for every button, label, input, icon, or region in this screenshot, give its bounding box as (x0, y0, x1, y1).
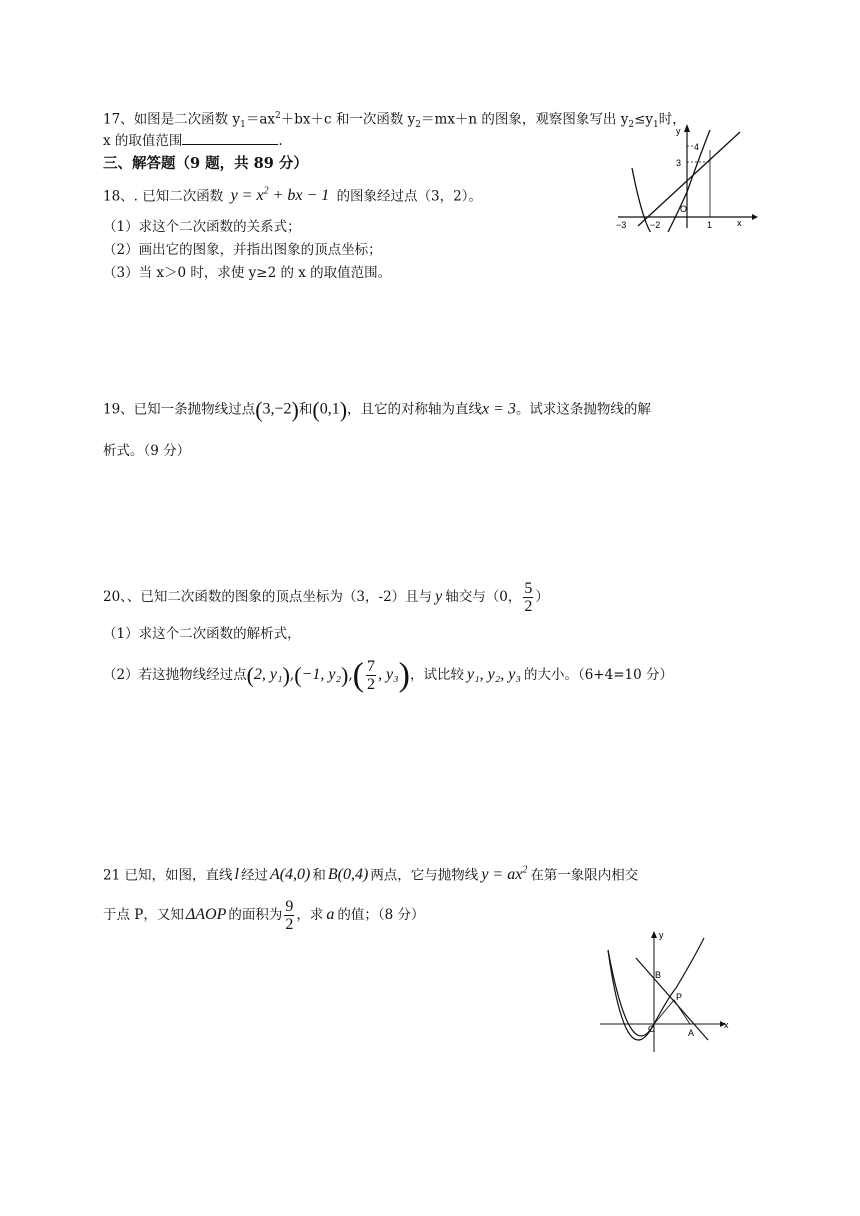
section-title: 三、解答题（9 题，共 89 分） (103, 155, 308, 172)
q21-line2: 于点 P，又知 ΔAOP 的面积为 $\frac{9}{2}$ ，求 a 的值；（8 分） (103, 898, 425, 933)
graph21-label-o: O (648, 1024, 656, 1034)
q17-line2: x 的取值范围 . (103, 133, 283, 149)
fraction-9-2: $\frac{9}{2}$ (285, 898, 294, 933)
q21-line1: 21 已知，如图，直线 l 经过 A(4,0) 和 B(0,4) 两点，它与抛物线 $y = ax^2$ 在第一象限内相交 (103, 865, 639, 884)
q20-part2: （2）若这抛物线经过点(2, y₁),(−1, y₂),( $\frac{7}{2}$ , y₃)，试比较 y₁, y₂, y₃ 的大小。（6+4=10 分） (103, 656, 673, 694)
graph21-label-x: x (724, 1020, 729, 1030)
graph21-label-a: A (688, 1028, 695, 1038)
q18-part1: （1）求这个二次函数的关系式； (103, 219, 301, 235)
graph17-label-origin: O (680, 204, 688, 214)
graph21-label-p: P (676, 992, 683, 1002)
graph17-label-3: 3 (676, 158, 682, 168)
answer-blank[interactable] (182, 132, 278, 145)
q18-part3: （3）当 x＞0 时，求使 y≥2 的 x 的取值范围。 (103, 265, 392, 281)
graph17-label-4: 4 (694, 142, 700, 152)
q17-line1: 17、如图是二次函数 $y_1=ax^2+bx+c$ 和一次函数 $y_2=mx+n$ 的图象，观察图象写出 $y_2\le y_1$时， (103, 111, 686, 131)
q19-line2: 析式。（9 分） (103, 443, 191, 459)
graph17-label-x: x (737, 218, 742, 228)
q20-part1: （1）求这个二次函数的解析式， (103, 626, 301, 642)
graph-quadratic-linear (612, 120, 760, 232)
q20-stem: 20、、已知二次函数的图象的顶点坐标为（3，-2）且与 y 轴交与（0， $\frac{5}{2}$ ） (103, 580, 549, 615)
y-axis-arrow (684, 124, 690, 132)
triangle-aop (654, 1000, 690, 1024)
line-l (636, 958, 708, 1040)
x-axis-arrow (752, 214, 758, 220)
q18-part2: （2）画出它的图象，并指出图象的顶点坐标； (103, 242, 382, 258)
graph17-label-neg3: −3 (616, 220, 627, 230)
q18-stem: 18、. 已知二次函数 $y = x^2$ + bx − 1 的图象经过点（3，2）。 (103, 186, 482, 205)
graph-parabola-line (596, 928, 736, 1058)
graph21-label-b: B (655, 970, 662, 980)
graph17-label-1: 1 (707, 220, 713, 230)
fraction-5-2: $\frac{5}{2}$ (524, 580, 533, 615)
y-axis-arrow (651, 931, 657, 938)
graph17-label-y: y (676, 126, 681, 136)
graph21-label-y: y (659, 930, 664, 940)
graph17-label-neg2: −2 (650, 220, 661, 230)
parabola (608, 938, 704, 1040)
q19-line1: 19、已知一条抛物线过点(3,−2)和(0,1)，且它的对称轴为直线x = 3。试求这条抛物线的解 (103, 397, 651, 422)
